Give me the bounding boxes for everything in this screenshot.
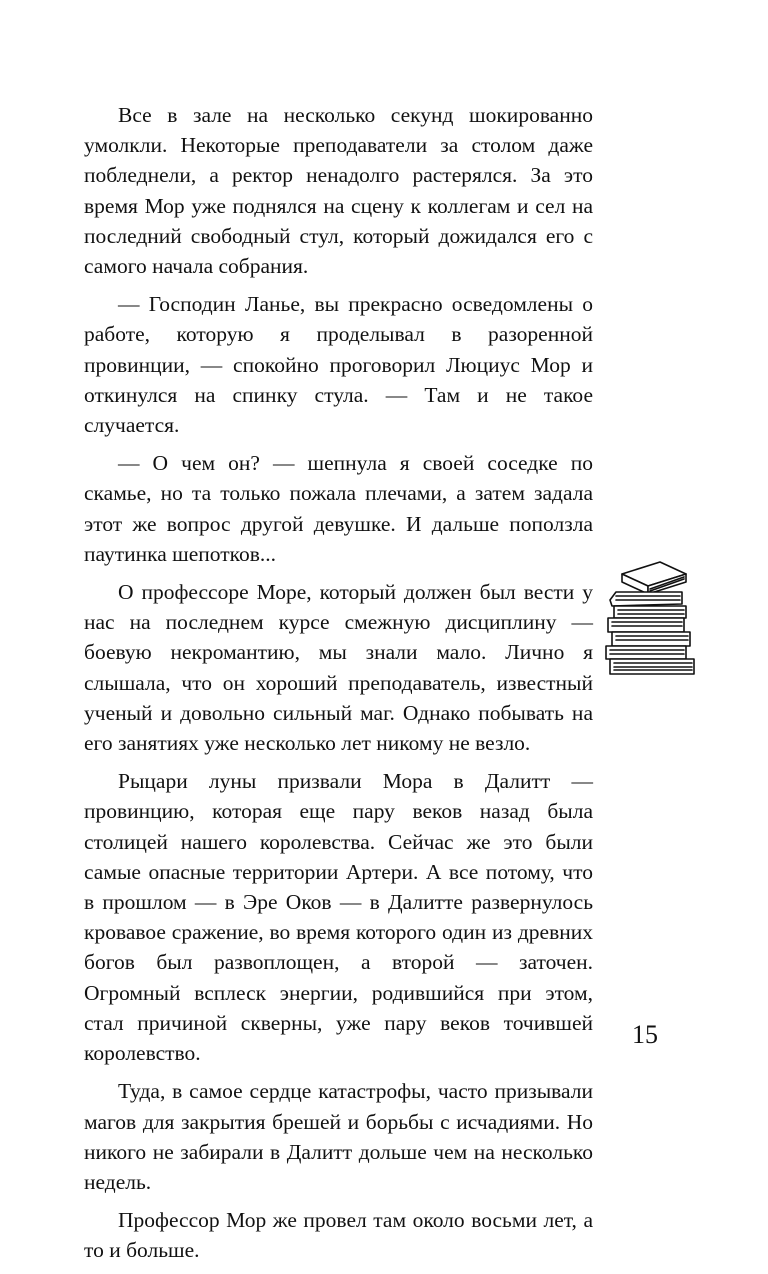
- book-stack-icon: [598, 560, 698, 678]
- paragraph: Все в зале на несколько секунд шокированно умолкли. Некоторые преподаватели за столом даже побледнели, а ректор ненадолго растерялся. За это время Мор уже поднялся на сцену к коллегам и сел на последний свободный стул, который дожидался его с самого начала собрания.: [84, 103, 593, 279]
- paragraph: — Господин Ланье, вы прекрасно осведомлены о работе, которую я проделывал в разоренной провинции, — спокойно проговорил Люциус Мор и откинулся на спинку стула. — Там и не такое случается.: [84, 292, 593, 438]
- paragraph: О профессоре Море, который должен был вести у нас на последнем курсе смежную дисциплину — боевую некромантию, мы знали мало. Лично я слышала, что он хороший преподаватель, известный ученый и довольно сильный маг. Однако побывать на его занятиях уже несколько лет никому не везло.: [84, 580, 593, 756]
- page-number: 15: [632, 1020, 658, 1049]
- paragraph: Профессор Мор же провел там около восьми лет, а то и больше.: [84, 1208, 593, 1263]
- paragraph: Рыцари луны призвали Мора в Далитт — провинцию, которая еще пару веков назад была столицей нашего королевства. Сейчас же это были самые опасные территории Артери. А все потому, что в прошлом — в Эре Оков — в Далитте развернулось кровавое сражение, во время которого один из древних богов был развоплощен, а второй — заточен. Огромный всплеск энергии, родившийся при этом, стал причиной скверны, уже пару веков точившей королевство.: [84, 769, 593, 1066]
- paragraph: — О чем он? — шепнула я своей соседке по скамье, но та только пожала плечами, а затем задала этот же вопрос другой девушке. И дальше поползла паутинка шепотков...: [84, 451, 593, 566]
- paragraph: Туда, в самое сердце катастрофы, часто призывали магов для закрытия брешей и борьбы с исчадиями. Но никого не забирали в Далитт дольше чем на несколько недель.: [84, 1079, 593, 1194]
- body-text: [84, 100, 593, 1274]
